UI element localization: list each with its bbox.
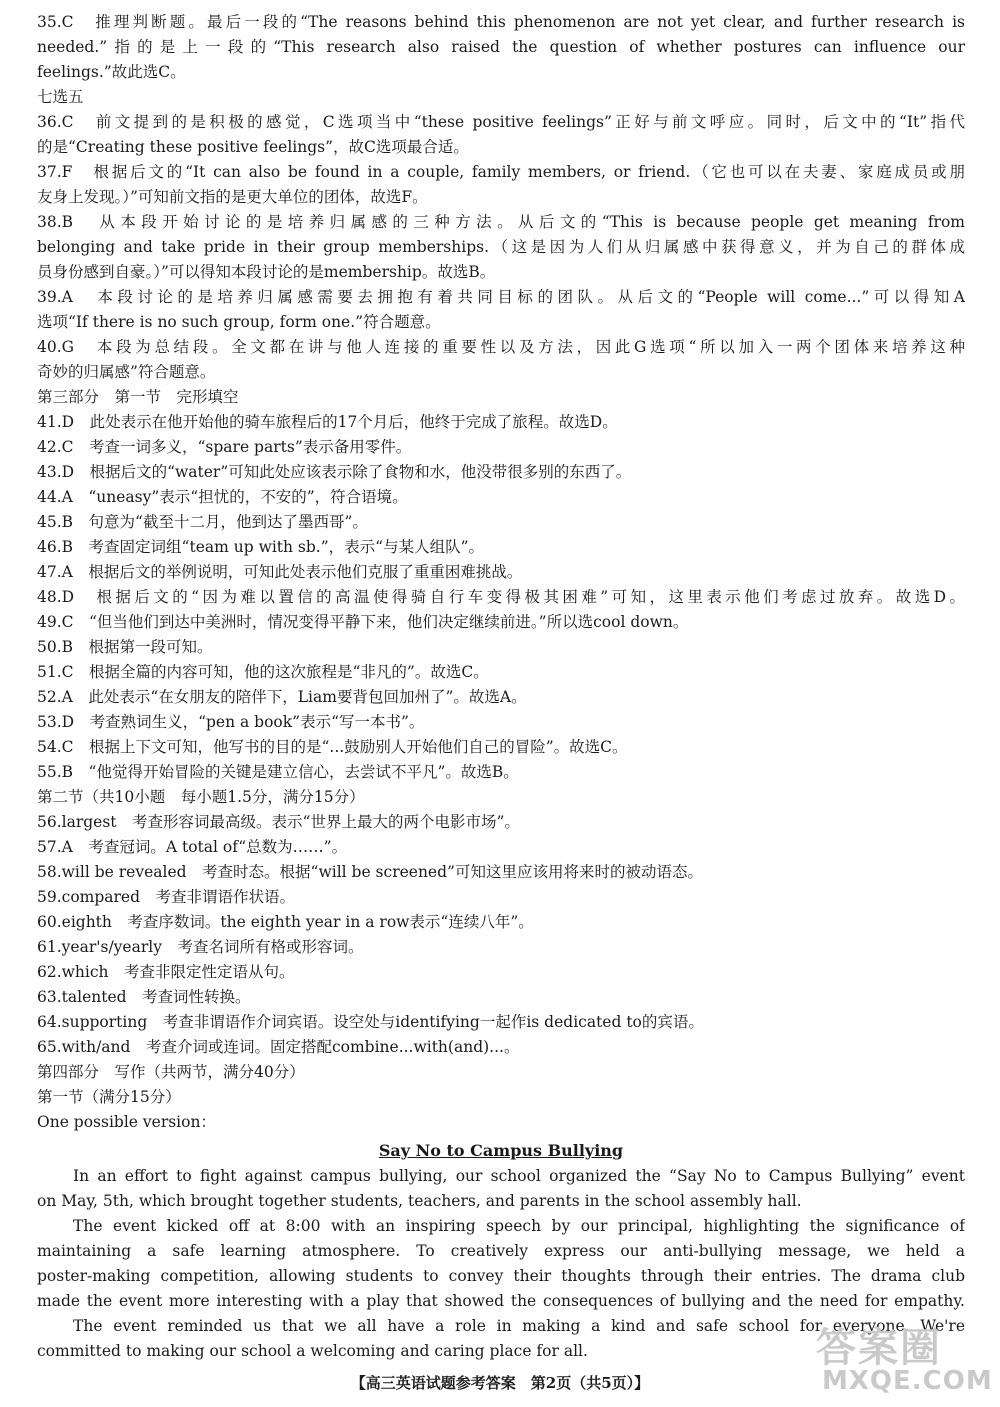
text-line: 36.C 前文提到的是积极的感觉，C选项当中“these positive feelings”正好与前文呼应。同时，后文中的“It”指代: [37, 113, 965, 131]
text-line: 35.C 推理判断题。最后一段的“The reasons behind this phenomenon are not yet clear, and further research is: [37, 13, 965, 31]
text-line: maintaining a safe learning atmosphere. To creatively express our anti-bullying message, we held a: [37, 1242, 965, 1260]
text-line: 46.B 考查固定词组“team up with sb.”，表示“与某人组队”。: [37, 538, 485, 556]
text-line: 62.which 考查非限定性定语从句。: [37, 963, 295, 981]
text-line: 47.A 根据后文的举例说明，可知此处表示他们克服了重重困难挑战。: [37, 563, 523, 581]
watermark-logo: [816, 1316, 993, 1400]
text-line: 63.talented 考查词性转换。: [37, 988, 251, 1006]
text-line: made the event more interesting with a play that showed the consequences of bullying and the need for empathy.: [37, 1292, 965, 1310]
text-line: 55.B “他觉得开始冒险的关键是建立信心，去尝试不平凡”。故选B。: [37, 763, 519, 781]
text-line: 41.D 此处表示在他开始他的骑车旅程后的17个月后，他终于完成了旅程。故选D。: [37, 413, 618, 431]
text-line: 61.year's/yearly 考查名词所有格或形容词。: [37, 938, 364, 956]
text-line: 40.G 本段为总结段。全文都在讲与他人连接的重要性以及方法，因此G选项“所以加入一两个团体来培养这种: [37, 338, 965, 356]
text-line: 第三部分 第一节 完形填空: [37, 388, 239, 406]
text-line: 员身份感到自豪。）”可以得知本段讨论的是membership。故选B。: [37, 263, 496, 281]
text-line: One possible version：: [37, 1113, 216, 1131]
text-line: 44.A “uneasy”表示“担忧的，不安的”，符合语境。: [37, 488, 408, 506]
text-line: 48.D 根据后文的“因为难以置信的高温使得骑自行车变得极其困难”可知，这里表示他们考虑过放弃。故选D。: [37, 588, 965, 606]
text-line: 38.B 从本段开始讨论的是培养归属感的三种方法。从后文的“This is because people get meaning from: [37, 213, 965, 231]
watermark-text: 答案圈: [816, 1325, 942, 1371]
text-line: 第一节（满分15分）: [37, 1088, 181, 1106]
text-line: 52.A 此处表示“在女朋友的陪伴下，Liam要背包回加州了”。故选A。: [37, 688, 527, 706]
text-line: 57.A 考查冠词。A total of“总数为……”。: [37, 838, 348, 856]
page-footer: 【高三英语试题参考答案 第2页（共5页）】: [350, 1374, 650, 1392]
text-line: 39.A 本段讨论的是培养归属感需要去拥抱有着共同目标的团队。从后文的“People will come...”可以得知A: [37, 288, 965, 306]
text-line: feelings.”故此选C。: [37, 63, 186, 81]
text-line: 56.largest 考查形容词最高级。表示“世界上最大的两个电影市场”。: [37, 813, 520, 831]
text-line: 59.compared 考查非谓语作状语。: [37, 888, 296, 906]
text-line: 65.with/and 考查介词或连词。固定搭配combine...with(and)...。: [37, 1038, 520, 1056]
text-line: 54.C 根据上下文可知，他写书的目的是“...鼓励别人开始他们自己的冒险”。故选C。: [37, 738, 628, 756]
text-line: 60.eighth 考查序数词。the eighth year in a row表示“连续八年”。: [37, 913, 534, 931]
text-line: 43.D 根据后文的“water”可知此处应该表示除了食物和水，他没带很多别的东西了。: [37, 463, 632, 481]
text-line: 第二节（共10小题 每小题1.5分，满分15分）: [37, 788, 365, 806]
essay-title: Say No to Campus Bullying: [378, 1141, 624, 1160]
text-line: 第四部分 写作（共两节，满分40分）: [37, 1063, 305, 1081]
text-line: poster-making competition, allowing students to convey their thoughts through their entries. The drama club: [37, 1267, 965, 1285]
text-line: 50.B 根据第一段可知。: [37, 638, 213, 656]
text-line: The event reminded us that we all have a role in making a kind and safe school for everyone. We're: [73, 1317, 965, 1335]
text-line: 64.supporting 考查非谓语作介词宾语。设空处与identifying一起作is dedicated to的宾语。: [37, 1013, 704, 1031]
text-line: 45.B 句意为“截至十二月，他到达了墨西哥”。: [37, 513, 368, 531]
answer-page: [37, 10, 965, 1364]
text-line: on May, 5th, which brought together students, teachers, and parents in the school assembly hall.: [37, 1192, 802, 1210]
text-line: 49.C “但当他们到达中美洲时，情况变得平静下来，他们决定继续前进。”所以选cool down。: [37, 613, 689, 631]
text-line: needed.”指的是上一段的“This research also raised the question of whether postures can influence our: [37, 38, 965, 56]
text-line: belonging and take pride in their group memberships.（这是因为人们从归属感中获得意义，并为自己的群体成: [37, 238, 965, 256]
text-line: 53.D 考查熟词生义，“pen a book”表示“写一本书”。: [37, 713, 425, 731]
text-line: In an effort to fight against campus bullying, our school organized the “Say No to Campus Bullying” event: [73, 1167, 965, 1185]
text-line: 选项“If there is no such group, form one.”符合题意。: [37, 313, 441, 331]
text-line: 奇妙的归属感”符合题意。: [37, 363, 216, 381]
text-line: 58.will be revealed 考查时态。根据“will be screened”可知这里应该用将来时的被动语态。: [37, 863, 703, 881]
text-line: committed to making our school a welcoming and caring place for all.: [37, 1342, 588, 1360]
text-line: 友身上发现。）”可知前文指的是更大单位的团体，故选F。: [37, 188, 428, 206]
text-line: 七选五: [37, 88, 84, 106]
text-line: 37.F 根据后文的“It can also be found in a couple, family members, or friend.（它也可以在夫妻、家庭成员或朋: [37, 163, 965, 181]
text-line: 42.C 考查一词多义，“spare parts”表示备用零件。: [37, 438, 412, 456]
text-line: 的是“Creating these positive feelings”，故C选项最合适。: [37, 138, 469, 156]
watermark-url: MXQE.COM: [822, 1366, 993, 1396]
text-line: The event kicked off at 8:00 with an inspiring speech by our principal, highlighting the significance of: [73, 1217, 965, 1235]
text-line: 51.C 根据全篇的内容可知，他的这次旅程是“非凡的”。故选C。: [37, 663, 489, 681]
answer-list: [37, 10, 965, 1135]
